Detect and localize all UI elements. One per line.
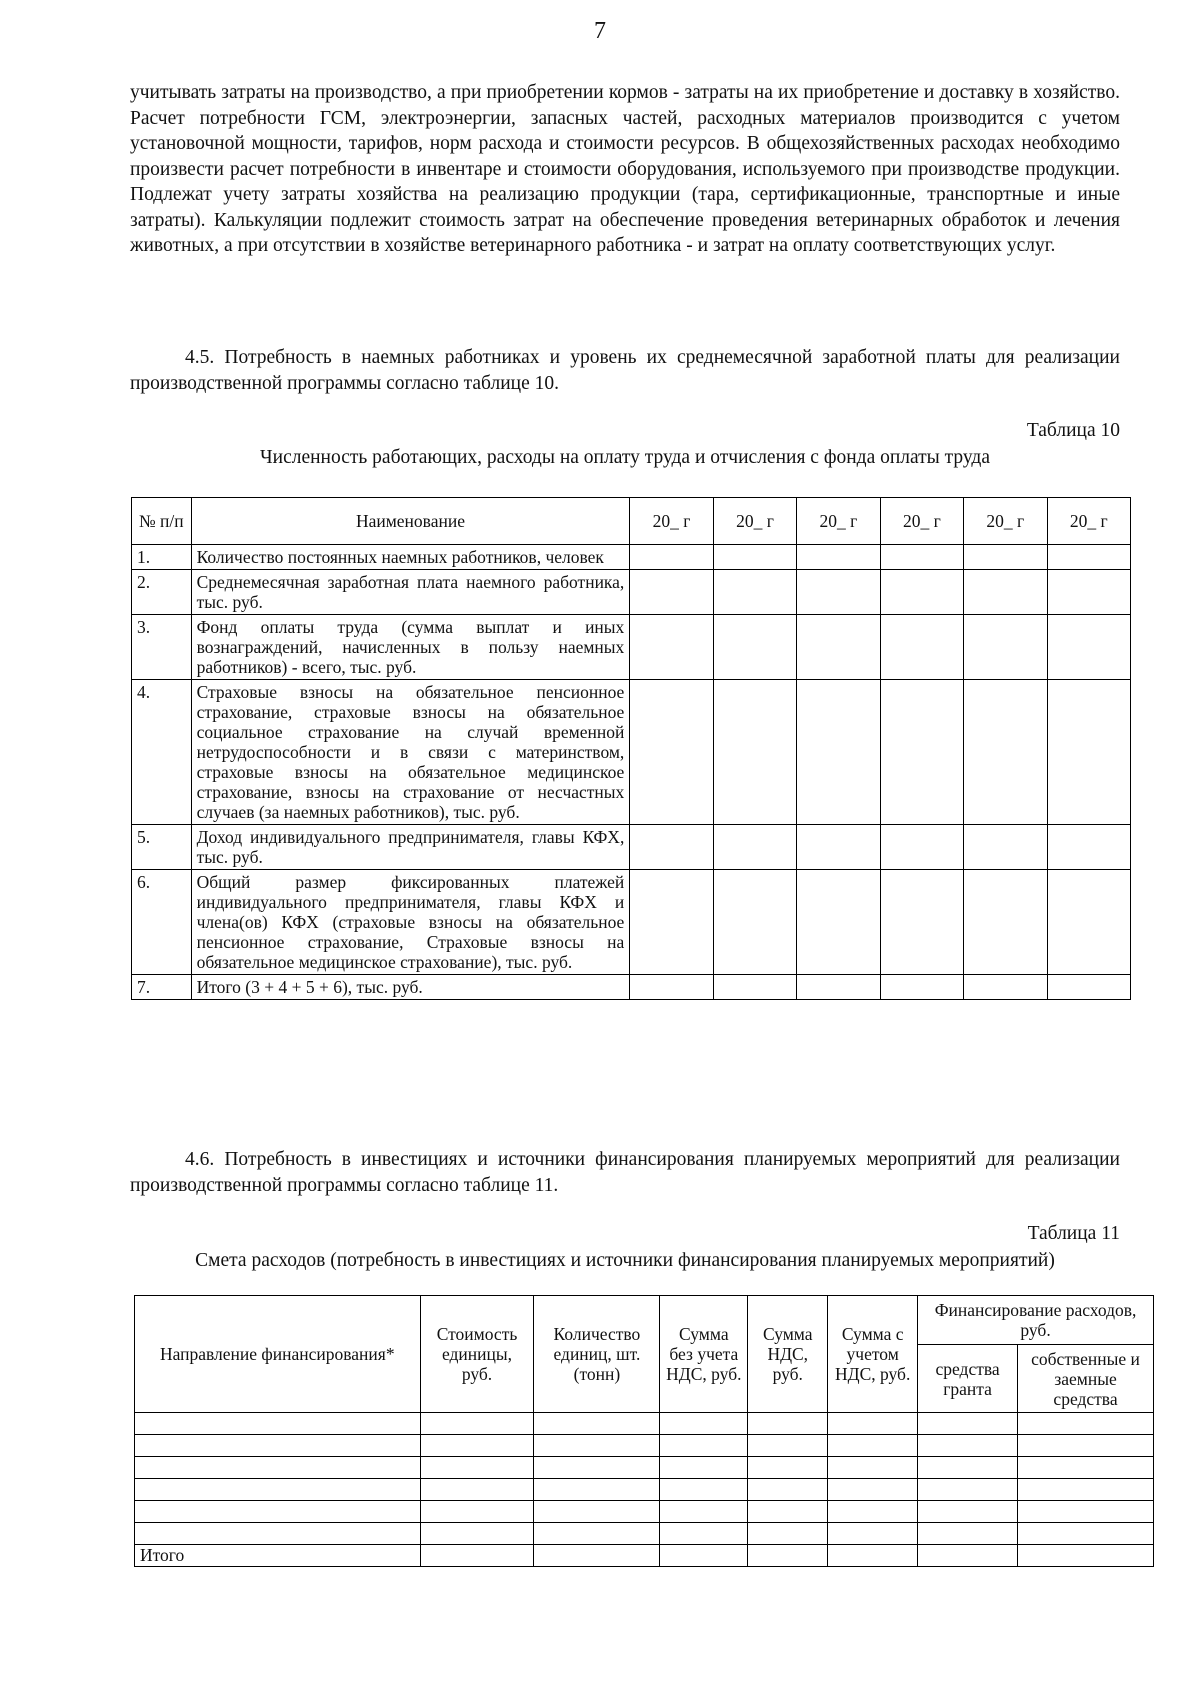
table-row	[135, 1523, 1154, 1545]
year-cell[interactable]	[1047, 570, 1131, 615]
intro-paragraph: учитывать затраты на производство, а при приобретении кормов - затраты на их приобретение и доставку в хозяйство. Расчет потребности ГСМ, электроэнергии, запасных частей, расходных материалов производится с учетом установочной мощности, тарифов, норм расхода и стоимости ресурсов. В общехозяйственных расходах необходимо произвести расчет потребности в инвентаре и стоимости оборудования, используемого при производстве продукции. Подлежат учету затраты хозяйства на реализацию продукции (тара, сертификационные, транспортные и иные затраты). Калькуляции подлежит стоимость затрат на обеспечение проведения ветеринарных обработок и лечения животных, а при отсутствии в хозяйстве ветеринарного работника - и затрат на оплату соответствующих услуг.	[130, 82, 1120, 256]
cell[interactable]	[660, 1545, 748, 1567]
cell[interactable]	[420, 1435, 534, 1457]
header-year: 20_ г	[880, 498, 963, 545]
year-cell[interactable]	[713, 615, 796, 680]
year-cell[interactable]	[880, 870, 963, 975]
cell[interactable]	[135, 1457, 421, 1479]
cell[interactable]	[135, 1435, 421, 1457]
table-row	[135, 1413, 1154, 1435]
year-cell[interactable]	[964, 975, 1047, 1000]
year-cell[interactable]	[630, 680, 713, 825]
year-cell[interactable]	[1047, 545, 1131, 570]
row-name: Доход индивидуального предпринимателя, главы КФХ, тыс. руб.	[191, 825, 630, 870]
header-year: 20_ г	[964, 498, 1047, 545]
cell[interactable]	[1018, 1501, 1154, 1523]
header-year: 20_ г	[713, 498, 796, 545]
total-row	[135, 1545, 1154, 1567]
table-10-header-row	[132, 498, 1131, 545]
cell[interactable]	[534, 1501, 660, 1523]
year-cell[interactable]	[797, 570, 880, 615]
header-number: № п/п	[132, 498, 192, 545]
cell[interactable]	[1018, 1523, 1154, 1545]
cell[interactable]	[1018, 1457, 1154, 1479]
row-number: 3.	[132, 615, 192, 680]
table-row	[132, 975, 1131, 1000]
cell[interactable]	[660, 1435, 748, 1457]
year-cell[interactable]	[964, 825, 1047, 870]
row-name: Страховые взносы на обязательное пенсионное страхование, страховые взносы на обязательное социальное страхование на случай временной нетрудоспособности и в связи с материнством, страховые взносы на обязательное медицинское страхование, взносы на страхование от несчастных случаев (за наемных работников), тыс. руб.	[191, 680, 630, 825]
year-cell[interactable]	[797, 615, 880, 680]
year-cell[interactable]	[797, 825, 880, 870]
cell[interactable]	[534, 1479, 660, 1501]
cell[interactable]	[1018, 1479, 1154, 1501]
cell[interactable]	[748, 1457, 828, 1479]
row-number: 7.	[132, 975, 192, 1000]
cell[interactable]	[660, 1501, 748, 1523]
cell[interactable]	[534, 1435, 660, 1457]
year-cell[interactable]	[713, 975, 796, 1000]
cell[interactable]	[660, 1457, 748, 1479]
year-cell[interactable]	[713, 545, 796, 570]
table-10-label: Таблица 10	[1026, 420, 1120, 441]
table-row	[132, 615, 1131, 680]
year-cell[interactable]	[964, 570, 1047, 615]
row-number: 4.	[132, 680, 192, 825]
cell[interactable]	[828, 1479, 918, 1501]
cell[interactable]	[660, 1523, 748, 1545]
year-cell[interactable]	[1047, 825, 1131, 870]
year-cell[interactable]	[797, 975, 880, 1000]
row-name: Общий размер фиксированных платежей индивидуального предпринимателя, главы КФХ и члена(ов) КФХ (страховые взносы на обязательное пенсионное страхование, Страховые взносы на обязательное медицинское страхование), тыс. руб.	[191, 870, 630, 975]
table-row	[132, 870, 1131, 975]
table-10-caption: Численность работающих, расходы на оплату труда и отчисления с фонда оплаты труда	[259, 447, 991, 468]
cell[interactable]	[918, 1413, 1018, 1435]
header-sum-with-vat: Сумма с учетом НДС, руб.	[828, 1296, 918, 1413]
year-cell[interactable]	[630, 975, 713, 1000]
year-cell[interactable]	[1047, 680, 1131, 825]
cell[interactable]	[1018, 1545, 1154, 1567]
cell[interactable]	[918, 1435, 1018, 1457]
year-cell[interactable]	[713, 680, 796, 825]
row-name: Итого (3 + 4 + 5 + 6), тыс. руб.	[191, 975, 630, 1000]
year-cell[interactable]	[713, 870, 796, 975]
year-cell[interactable]	[880, 680, 963, 825]
year-cell[interactable]	[964, 545, 1047, 570]
year-cell[interactable]	[1047, 870, 1131, 975]
cell[interactable]	[534, 1413, 660, 1435]
header-own-funds: собственные и заемные средства	[1018, 1345, 1154, 1413]
table-row	[135, 1457, 1154, 1479]
table-row	[132, 680, 1131, 825]
header-unit-cost: Стоимость единицы, руб.	[420, 1296, 534, 1413]
cell[interactable]	[748, 1501, 828, 1523]
year-cell[interactable]	[880, 825, 963, 870]
header-sum-without-vat: Сумма без учета НДС, руб.	[660, 1296, 748, 1413]
cell[interactable]	[828, 1501, 918, 1523]
table-11	[134, 1295, 1154, 1567]
table-row	[135, 1501, 1154, 1523]
header-year: 20_ г	[630, 498, 713, 545]
table-row	[132, 825, 1131, 870]
cell[interactable]	[135, 1501, 421, 1523]
cell[interactable]	[918, 1523, 1018, 1545]
row-number: 2.	[132, 570, 192, 615]
cell[interactable]	[918, 1479, 1018, 1501]
year-cell[interactable]	[630, 870, 713, 975]
table-10	[131, 497, 1131, 1000]
year-cell[interactable]	[964, 680, 1047, 825]
row-name: Фонд оплаты труда (сумма выплат и иных вознаграждений, начисленных в пользу наемных работников) - всего, тыс. руб.	[191, 615, 630, 680]
cell[interactable]	[828, 1435, 918, 1457]
row-number: 6.	[132, 870, 192, 975]
table-row	[135, 1479, 1154, 1501]
cell[interactable]	[918, 1457, 1018, 1479]
cell[interactable]	[660, 1413, 748, 1435]
cell[interactable]	[828, 1523, 918, 1545]
table-11-caption: Смета расходов (потребность в инвестициях и источники финансирования планируемых мероприятий)	[195, 1250, 1055, 1271]
year-cell[interactable]	[797, 680, 880, 825]
year-cell[interactable]	[1047, 975, 1131, 1000]
table-row	[132, 545, 1131, 570]
year-cell[interactable]	[630, 570, 713, 615]
cell[interactable]	[420, 1413, 534, 1435]
cell[interactable]	[420, 1523, 534, 1545]
cell[interactable]	[828, 1545, 918, 1567]
cell[interactable]	[534, 1457, 660, 1479]
cell[interactable]	[420, 1501, 534, 1523]
table-row	[132, 570, 1131, 615]
cell[interactable]	[135, 1523, 421, 1545]
section-4-5-paragraph: 4.5. Потребность в наемных работниках и уровень их среднемесячной заработной платы для реализации производственной программы согласно таблице 10.	[130, 347, 1120, 394]
cell[interactable]	[1018, 1413, 1154, 1435]
year-cell[interactable]	[713, 825, 796, 870]
year-cell[interactable]	[797, 870, 880, 975]
header-vat: Сумма НДС, руб.	[748, 1296, 828, 1413]
year-cell[interactable]	[964, 615, 1047, 680]
header-direction: Направление финансирования*	[135, 1296, 421, 1413]
cell[interactable]	[748, 1545, 828, 1567]
total-label: Итого	[135, 1545, 421, 1567]
cell[interactable]	[1018, 1435, 1154, 1457]
cell[interactable]	[420, 1457, 534, 1479]
cell[interactable]	[135, 1479, 421, 1501]
year-cell[interactable]	[713, 570, 796, 615]
header-name: Наименование	[191, 498, 630, 545]
year-cell[interactable]	[797, 545, 880, 570]
cell[interactable]	[748, 1413, 828, 1435]
header-financing: Финансирование расходов, руб.	[918, 1296, 1154, 1345]
header-year: 20_ г	[797, 498, 880, 545]
cell[interactable]	[534, 1545, 660, 1567]
section-4-6-paragraph: 4.6. Потребность в инвестициях и источники финансирования планируемых мероприятий для реализации производственной программы согласно таблице 11.	[130, 1149, 1120, 1196]
cell[interactable]	[918, 1545, 1018, 1567]
year-cell[interactable]	[1047, 615, 1131, 680]
cell[interactable]	[420, 1479, 534, 1501]
year-cell[interactable]	[880, 975, 963, 1000]
cell[interactable]	[534, 1523, 660, 1545]
cell[interactable]	[660, 1479, 748, 1501]
table-11-header-row	[135, 1296, 1154, 1345]
year-cell[interactable]	[880, 545, 963, 570]
year-cell[interactable]	[630, 615, 713, 680]
year-cell[interactable]	[630, 825, 713, 870]
year-cell[interactable]	[964, 870, 1047, 975]
year-cell[interactable]	[630, 545, 713, 570]
cell[interactable]	[135, 1413, 421, 1435]
header-quantity: Количество единиц, шт. (тонн)	[534, 1296, 660, 1413]
header-grant-funds: средства гранта	[918, 1345, 1018, 1413]
cell[interactable]	[828, 1457, 918, 1479]
row-name: Количество постоянных наемных работников, человек	[191, 545, 630, 570]
row-name: Среднемесячная заработная плата наемного работника, тыс. руб.	[191, 570, 630, 615]
header-year: 20_ г	[1047, 498, 1131, 545]
year-cell[interactable]	[880, 615, 963, 680]
page-number: 7	[594, 18, 606, 44]
cell[interactable]	[420, 1545, 534, 1567]
cell[interactable]	[748, 1435, 828, 1457]
row-number: 1.	[132, 545, 192, 570]
cell[interactable]	[748, 1479, 828, 1501]
cell[interactable]	[748, 1523, 828, 1545]
row-number: 5.	[132, 825, 192, 870]
cell[interactable]	[918, 1501, 1018, 1523]
table-row	[135, 1435, 1154, 1457]
table-11-label: Таблица 11	[1027, 1223, 1120, 1244]
cell[interactable]	[828, 1413, 918, 1435]
year-cell[interactable]	[880, 570, 963, 615]
